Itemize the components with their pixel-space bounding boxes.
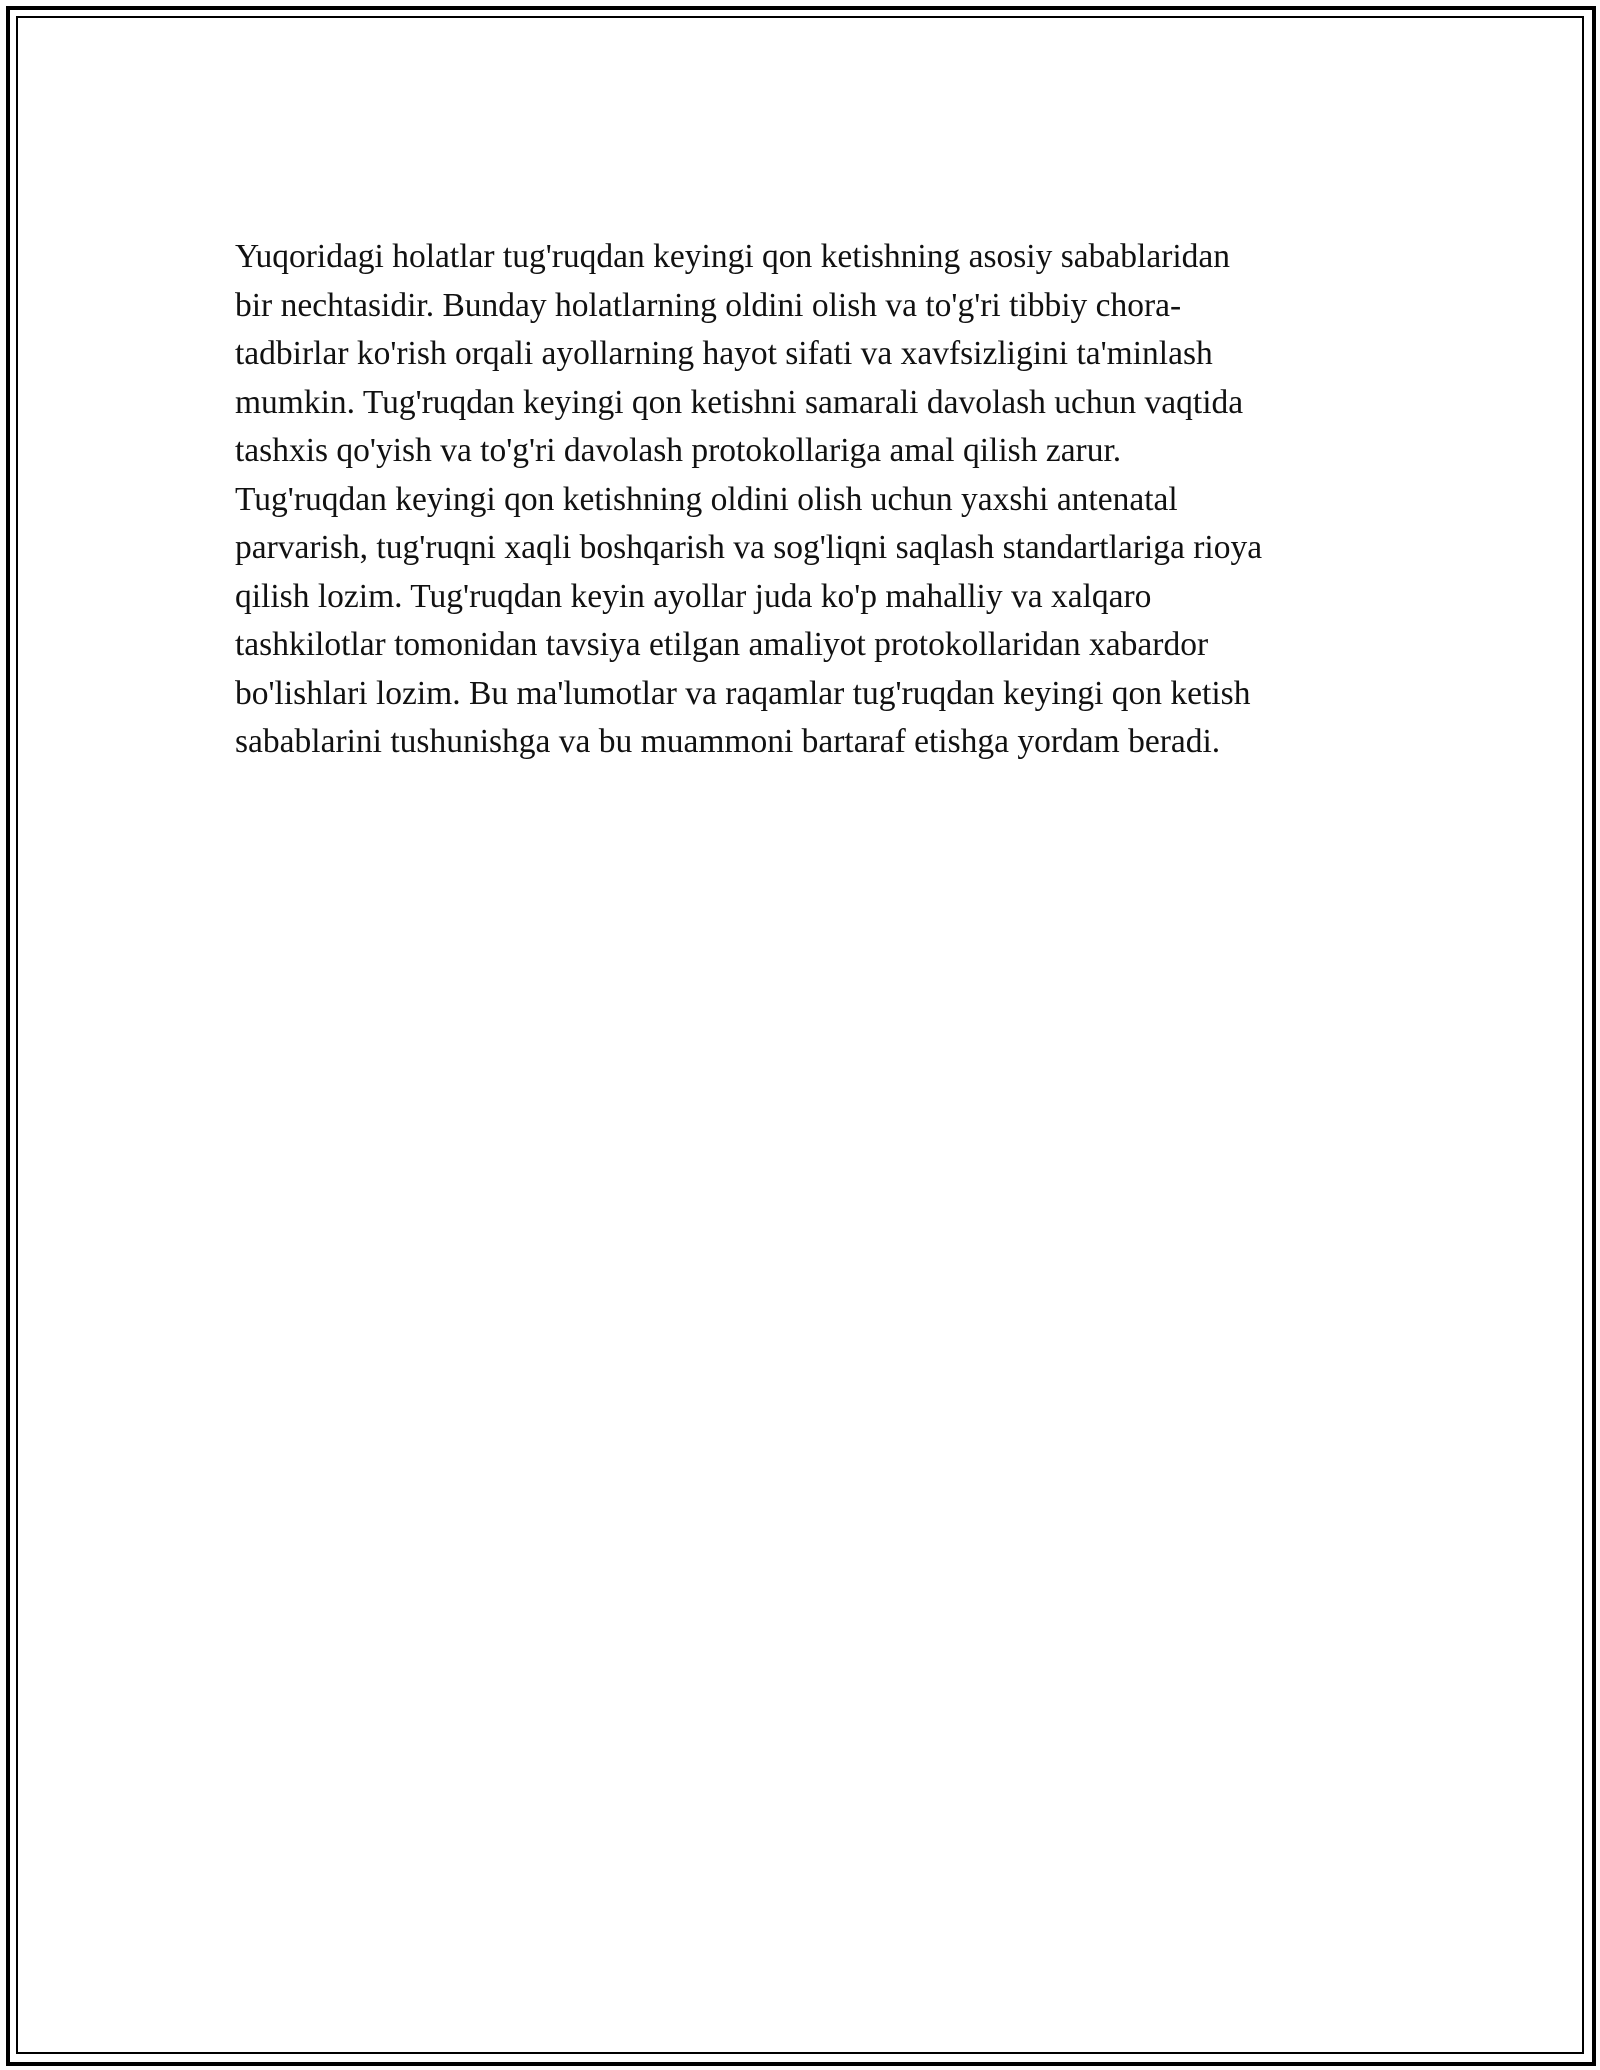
text-line: bo'lishlari lozim. Bu ma'lumotlar va raqamlar tug'ruqdan keyingi qon ketish: [235, 674, 1251, 712]
text-line: tashkilotlar tomonidan tavsiya etilgan amaliyot protokollaridan xabardor: [235, 626, 1209, 663]
body-paragraph: [235, 233, 1375, 767]
text-line: Yuqoridagi holatlar tug'ruqdan keyingi qon ketishning asosiy sabablaridan: [235, 238, 1231, 275]
text-line: tashxis qo'yish va to'g'ri davolash protokollariga amal qilish zarur.: [235, 432, 1122, 469]
text-line: sabablarini tushunishga va bu muammoni bartaraf etishga yordam beradi.: [235, 723, 1221, 760]
text-line: Tug'ruqdan keyingi qon ketishning oldini olish uchun yaxshi antenatal: [235, 480, 1178, 518]
text-line: qilish lozim. Tug'ruqdan keyin ayollar juda ko'p mahalliy va xalqaro: [235, 577, 1152, 615]
text-line: parvarish, tug'ruqni xaqli boshqarish va sog'liqni saqlash standartlariga rioya: [235, 529, 1263, 566]
text-line: tadbirlar ko'rish orqali ayollarning hayot sifati va xavfsizligini ta'minlash: [235, 335, 1213, 372]
text-line: bir nechtasidir. Bunday holatlarning oldini olish va to'g'ri tibbiy chora-: [235, 286, 1182, 324]
text-line: mumkin. Tug'ruqdan keyingi qon ketishni samarali davolash uchun vaqtida: [235, 383, 1244, 421]
